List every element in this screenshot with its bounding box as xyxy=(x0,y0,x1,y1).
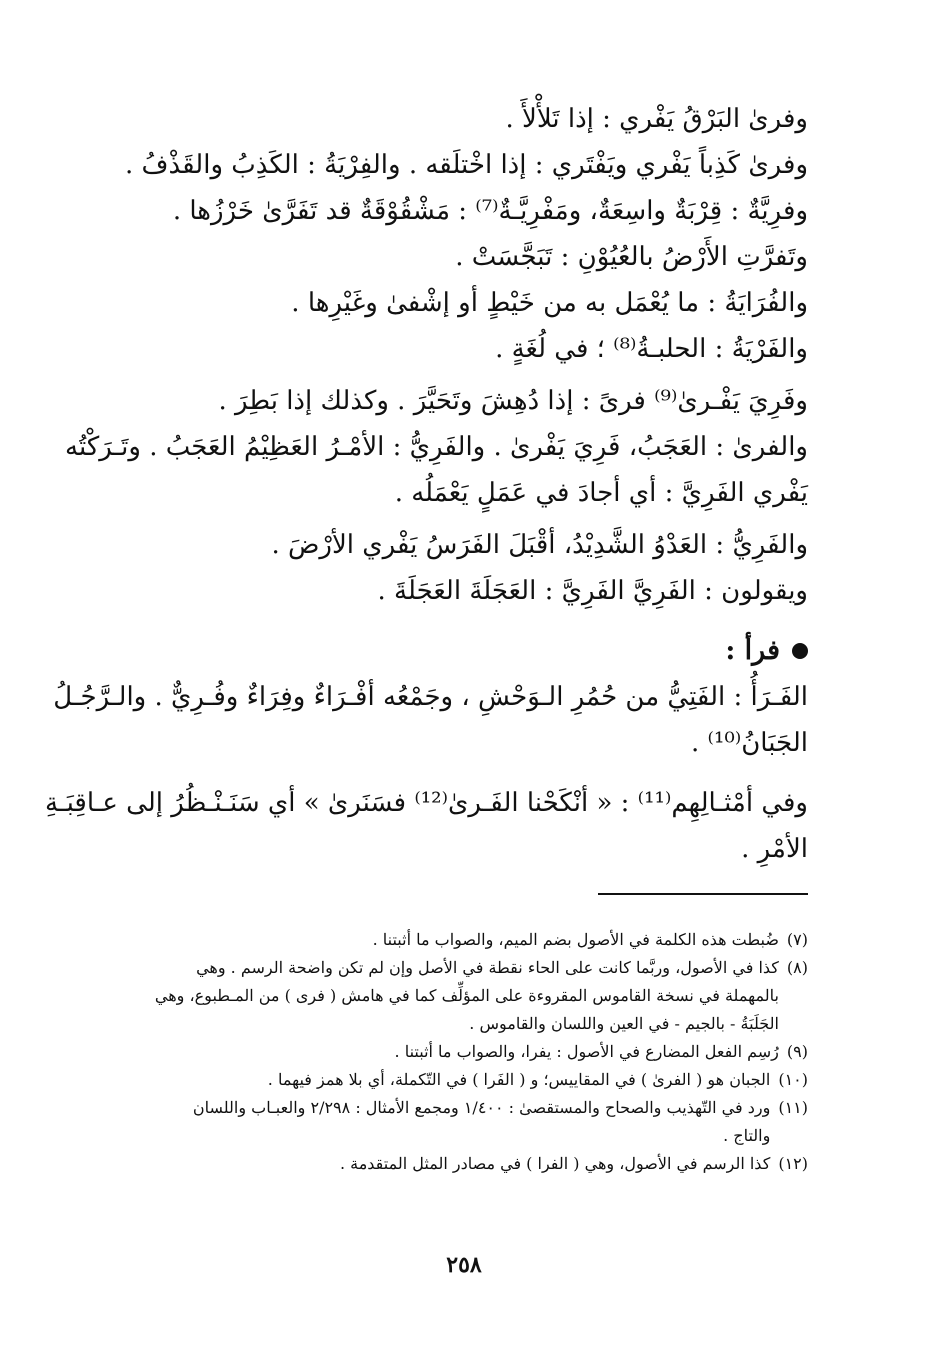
footnote-number: (٨) xyxy=(786,958,808,977)
text-line: الفَـرَأُ : الفَتِيُّ من حُمُرِ الـوَحْشِ ، وجَمْعُه أفْـرَاءٌ وفِرَاءٌ وفُـرِيٌّ . والـرَّجُـلُ xyxy=(53,682,808,712)
text-line: وفرِيَّةٌ : قِرْبَةٌ واسِعَةٌ، ومَفْرِيَّـةٌ⁽⁷⁾ : مَشْقُوْقَةٌ قد تَفَرَّىٰ خَرْزُها . xyxy=(172,196,808,226)
footnote-line: ورد في التّهذيب والصحاح والمستقصىٰ : ١/٤٠٠ ومجمع الأمثال : ٢/٢٩٨ والعبـاب واللسان xyxy=(192,1098,771,1117)
page-number: ٢٥٨ xyxy=(446,1252,482,1278)
footnote xyxy=(112,954,808,1038)
footnote-number: (٩) xyxy=(786,1042,808,1061)
bullet-icon xyxy=(792,643,808,659)
footnote-line: بالمهملة في نسخة القاموس المقروءة على المؤلِّف كما في هامش ( فرى ) من المـطبوع، وهي xyxy=(154,986,779,1005)
footnote-divider xyxy=(598,893,808,895)
footnote-text xyxy=(112,954,779,1038)
main-text xyxy=(45,96,808,872)
footnote xyxy=(112,1066,808,1094)
footnote-line: الجبان هو ( الفرىٰ ) في المقاييس؛ و ( الفَرا ) في التّكملة، أي بلا همز فيهما . xyxy=(267,1070,771,1089)
footnote-line: والتاج . xyxy=(723,1126,771,1145)
footnote-line: رُسِم الفعل المضارع في الأصول : يفرا، والصواب ما أثبتنا . xyxy=(394,1042,779,1061)
footnote-text xyxy=(112,1066,770,1094)
text-line: وتَفرَّتِ الأَرْضُ بالعُيُوْنِ : تَبَجَّسَتْ . xyxy=(455,242,808,272)
footnote-number: (١١) xyxy=(778,1098,808,1117)
text-line: وفرىٰ البَرْقُ يَفْري : إذا تَلأْلأَ . xyxy=(505,104,808,134)
footnote-number: (١٢) xyxy=(778,1154,808,1173)
footnote-text xyxy=(112,926,779,954)
footnote-number: (٧) xyxy=(786,930,808,949)
footnote-number: (١٠) xyxy=(778,1070,808,1089)
footnote-text xyxy=(112,1094,770,1150)
footnote-line: كذا في الأصول، وربَّما كانت على الحاء نقطة في الأصل وإن لم تكن واضحة الرسم . وهي xyxy=(196,958,779,977)
text-line: والفُرَايَةُ : ما يُعْمَل به من خَيْطٍ أو إشْفىٰ وغَيْرِها . xyxy=(291,288,808,318)
text-line: وفي أمْثـالِهِم⁽¹¹⁾ : « أنْكَحْنا الفَـرىٰ⁽¹²⁾ فسَنَرىٰ » أي سَنَـنْـظُرُ إلى عـاقِبَـةِ xyxy=(45,788,808,818)
footnotes xyxy=(112,926,808,1178)
footnote-text xyxy=(112,1038,779,1066)
text-line: ويقولون : الفَرِيَّ الفَرِيَّ : العَجَلَةَ العَجَلَةَ . xyxy=(377,576,808,606)
text-line: وفَرِيَ يَفْـرىٰ⁽⁹⁾ فرىً : إذا دُهِشَ وتَحَيَّرَ . وكذلك إذا بَطِرَ . xyxy=(218,386,808,416)
footnote-line: الجَلَبَةُ - بالجيم - في العين واللسان والقاموس . xyxy=(469,1014,779,1033)
text-line: الجَبَانُ⁽¹⁰⁾ . xyxy=(691,728,808,758)
entry-heading xyxy=(112,628,808,674)
text-line: والفَرْيَةُ : الحلبـةُ⁽⁸⁾ ؛ في لُغَةٍ . xyxy=(495,334,808,364)
footnote-line: ضُبطت هذه الكلمة في الأصول بضم الميم، والصواب ما أثبتنا . xyxy=(372,930,779,949)
text-line: الأمْرِ . xyxy=(741,834,808,864)
footnote-text xyxy=(112,1150,770,1178)
footnote-line: كذا الرسم في الأصول، وهي ( الفرا ) في مصادر المثل المتقدمة . xyxy=(339,1154,771,1173)
text-line: وفرىٰ كَذِباً يَفْري ويَفْتَري : إذا اخْتلَقه . والفِرْيَةُ : الكَذِبُ والقَذْفُ . xyxy=(125,150,808,180)
text-line: يَفْري الفَرِيَّ : أي أجادَ في عَمَلٍ يَعْمَلُه . xyxy=(394,478,808,508)
footnote xyxy=(112,1038,808,1066)
text-line: والفَرِيُّ : العَدْوُ الشَّدِيْدُ، أقْبَلَ الفَرَسُ يَفْري الأرْضَ . xyxy=(271,530,808,560)
entry-heading-label: فرأ : xyxy=(725,635,780,666)
footnote xyxy=(112,926,808,954)
footnote xyxy=(112,1150,808,1178)
footnote xyxy=(112,1094,808,1150)
text-line: والفرىٰ : العَجَبُ، فَرِيَ يَفْرىٰ . والفَرِيُّ : الأمْـرُ العَظِيْمُ العَجَبُ . وتَـرَكْتُه xyxy=(65,432,808,462)
